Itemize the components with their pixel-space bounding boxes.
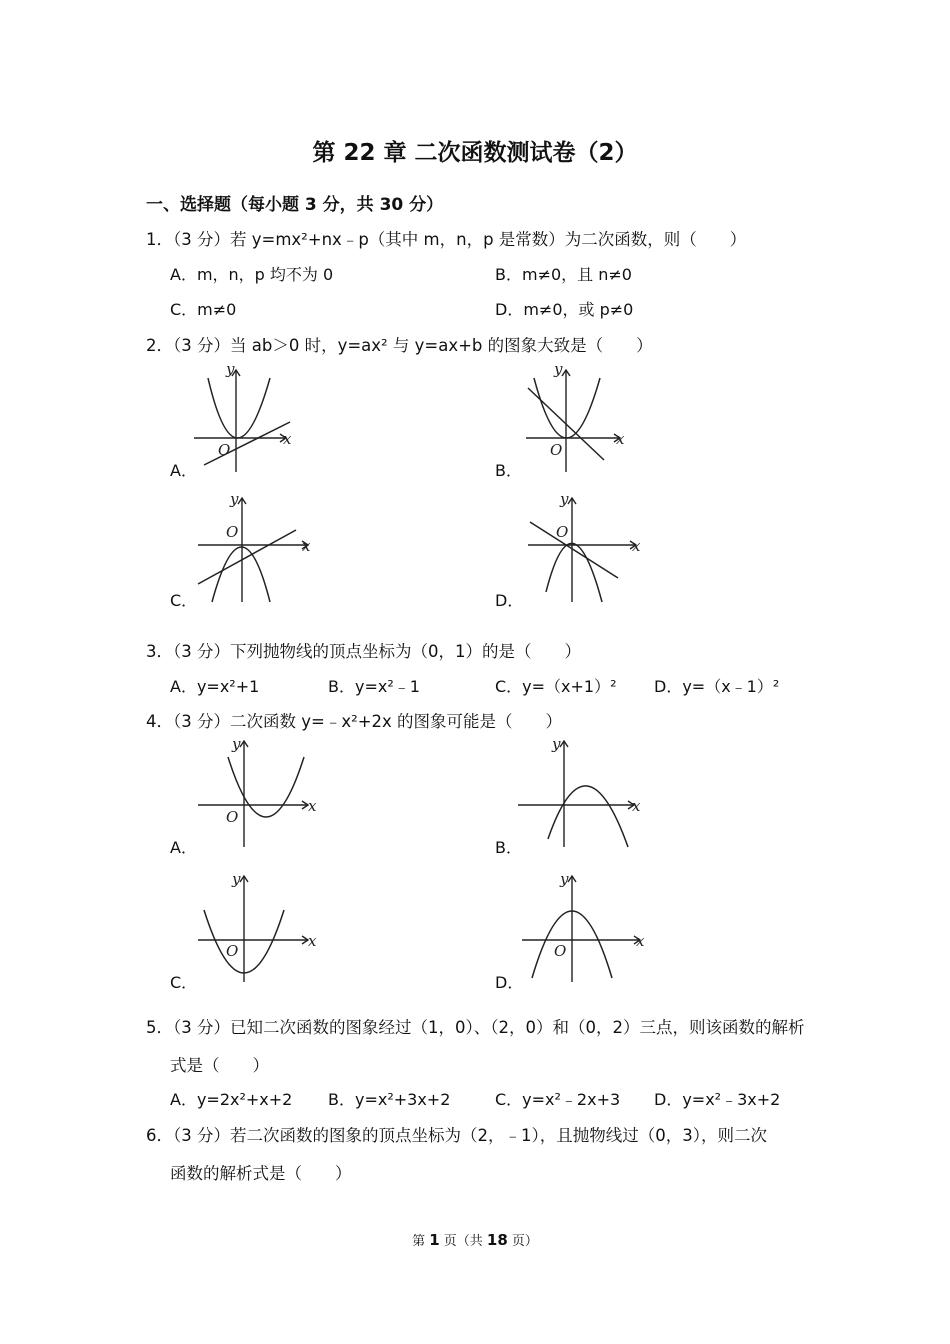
question-6-stem-continued: 函数的解析式是（ ） xyxy=(170,1164,352,1183)
question-2-stem: 2．（3 分）当 ab＞0 时，y=ax² 与 y=ax+b 的图象大致是（ ） xyxy=(146,336,653,355)
svg-text:O: O xyxy=(226,523,239,541)
question-1-option-d: D．m≠0，或 p≠0 xyxy=(495,300,634,319)
question-2-option-c: C． xyxy=(170,591,198,610)
svg-text:x: x xyxy=(308,932,317,950)
svg-text:y: y xyxy=(226,360,235,378)
question-2-option-d: D． xyxy=(495,591,524,610)
svg-text:y: y xyxy=(552,735,561,753)
question-3-option-d: D．y=（x﹣1）² xyxy=(654,677,780,696)
question-3-option-b: B．y=x²﹣1 xyxy=(328,677,420,696)
section-heading: 一、选择题（每小题 3 分，共 30 分） xyxy=(146,195,444,215)
question-3-option-c: C．y=（x+1）² xyxy=(495,677,617,696)
svg-text:O: O xyxy=(218,441,231,459)
svg-text:y: y xyxy=(230,490,239,508)
svg-text:y: y xyxy=(232,870,241,888)
question-1-option-b: B．m≠0，且 n≠0 xyxy=(495,265,632,284)
svg-text:x: x xyxy=(636,932,645,950)
svg-text:y: y xyxy=(560,870,569,888)
question-5-stem-continued: 式是（ ） xyxy=(170,1056,269,1075)
svg-text:O: O xyxy=(554,942,567,960)
page-title: 第 22 章 二次函数测试卷（2） xyxy=(312,140,638,166)
footer-total-pages: 18 xyxy=(486,1231,508,1249)
footer-prefix: 第 xyxy=(412,1234,430,1249)
question-3-stem: 3．（3 分）下列抛物线的顶点坐标为（0，1）的是（ ） xyxy=(146,642,581,661)
question-6-stem: 6．（3 分）若二次函数的图象的顶点坐标为（2，﹣1），且抛物线过（0，3），则二次 xyxy=(146,1126,767,1145)
question-2-graph-d xyxy=(522,492,642,607)
question-4-stem: 4．（3 分）二次函数 y=﹣x²+2x 的图象可能是（ ） xyxy=(146,712,563,731)
question-4-graph-b xyxy=(516,735,640,850)
question-2-graph-b xyxy=(520,360,630,475)
question-5-option-b: B．y=x²+3x+2 xyxy=(328,1090,451,1109)
question-4-graph-a xyxy=(196,735,320,850)
question-3-option-a: A．y=x²+1 xyxy=(170,677,260,696)
question-5-option-a: A．y=2x²+x+2 xyxy=(170,1090,293,1109)
svg-text:x: x xyxy=(632,797,641,815)
svg-text:y: y xyxy=(554,360,563,378)
question-5-option-c: C．y=x²﹣2x+3 xyxy=(495,1090,621,1109)
svg-text:x: x xyxy=(302,537,311,555)
svg-text:x: x xyxy=(308,797,317,815)
svg-text:O: O xyxy=(556,523,569,541)
svg-text:x: x xyxy=(632,537,641,555)
svg-text:y: y xyxy=(560,490,569,508)
question-2-option-b: B． xyxy=(495,461,522,480)
question-5-stem: 5．（3 分）已知二次函数的图象经过（1，0）、（2，0）和（0，2）三点，则该函数的解析 xyxy=(146,1018,805,1037)
svg-text:O: O xyxy=(550,441,563,459)
question-5-option-d: D．y=x²﹣3x+2 xyxy=(654,1090,781,1109)
question-1-option-c: C．m≠0 xyxy=(170,300,237,319)
question-4-graph-c xyxy=(196,870,320,985)
question-4-option-c: C． xyxy=(170,973,198,992)
question-1-option-a: A．m，n，p 均不为 0 xyxy=(170,265,334,284)
svg-text:O: O xyxy=(226,808,239,826)
question-4-graph-d xyxy=(520,870,644,985)
svg-text:x: x xyxy=(616,430,625,448)
question-2-graph-a xyxy=(190,360,300,475)
question-1-stem: 1．（3 分）若 y=mx²+nx﹣p（其中 m，n，p 是常数）为二次函数，则（ ） xyxy=(146,230,747,249)
question-4-option-b: B． xyxy=(495,838,522,857)
page-footer xyxy=(0,1230,950,1249)
question-4-option-d: D． xyxy=(495,973,524,992)
svg-text:y: y xyxy=(232,735,241,753)
svg-text:O: O xyxy=(226,942,239,960)
footer-middle: 页（共 xyxy=(439,1234,487,1249)
svg-text:x: x xyxy=(283,430,292,448)
footer-page-number: 1 xyxy=(429,1231,440,1249)
question-4-option-a: A． xyxy=(170,838,197,857)
footer-suffix: 页） xyxy=(507,1234,538,1249)
question-2-option-a: A． xyxy=(170,461,197,480)
question-2-graph-c xyxy=(196,492,316,607)
